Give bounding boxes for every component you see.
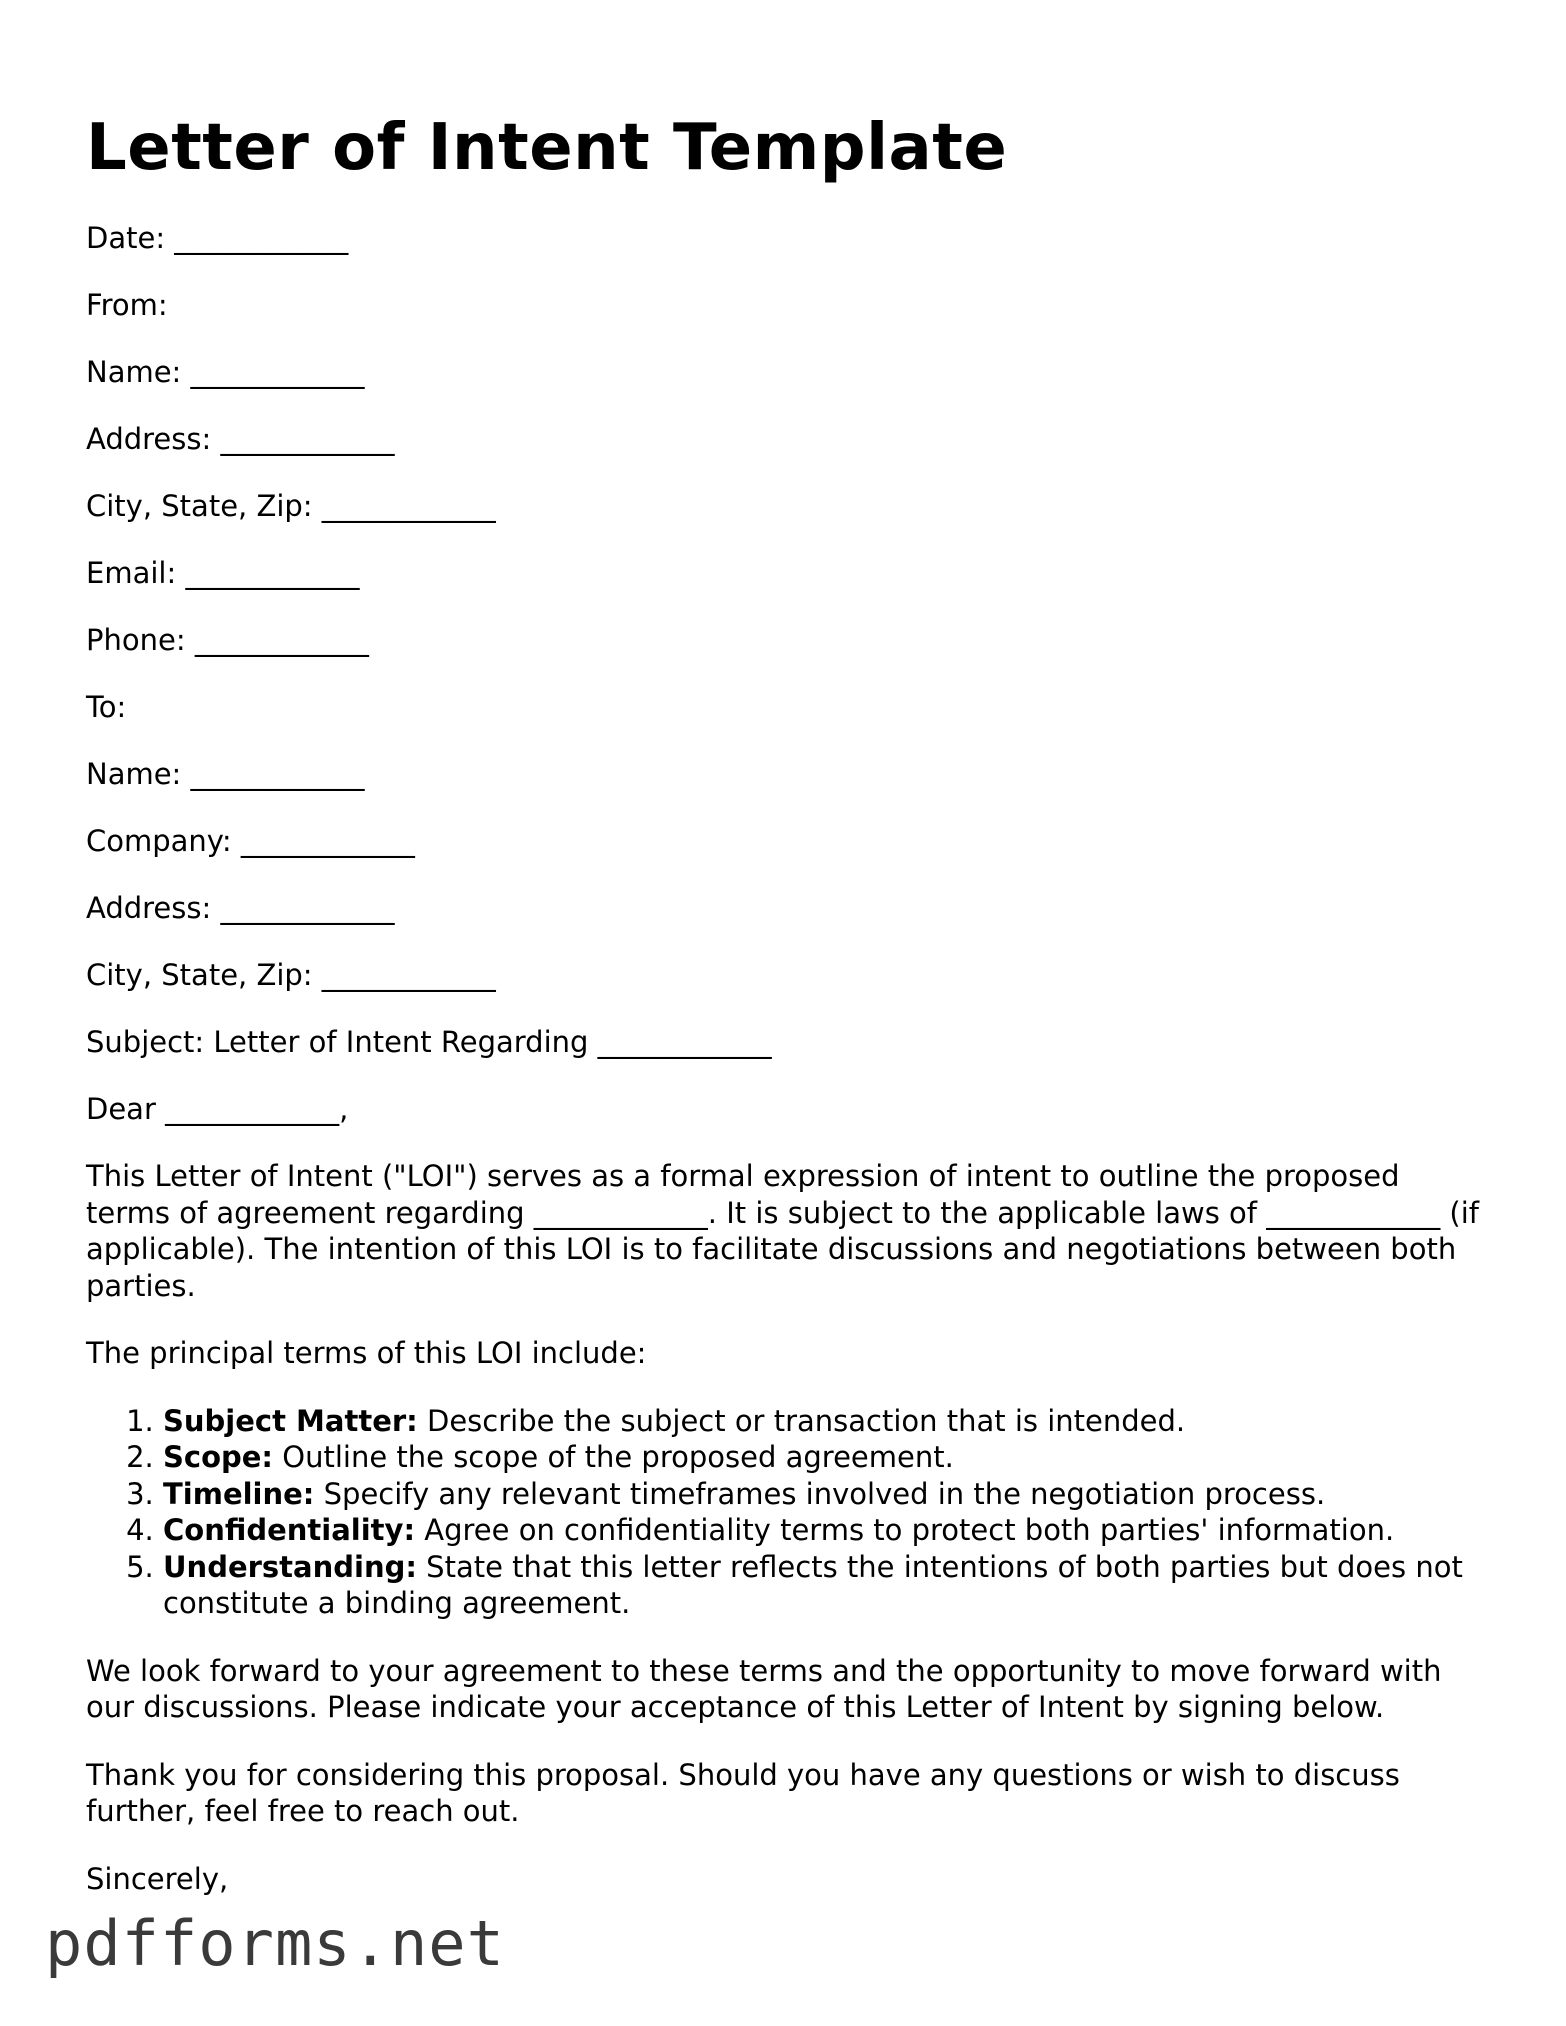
from-city-state-zip-field: City, State, Zip: ____________ [86, 489, 496, 523]
header-fields [86, 220, 1486, 1127]
to-city-state-zip-field: City, State, Zip: ____________ [86, 958, 496, 992]
signoff: Sincerely, [86, 1861, 229, 1896]
term-label: Subject Matter: [163, 1403, 418, 1438]
term-text: Specify any relevant timeframes involved in the negotiation process. [314, 1476, 1326, 1511]
from-address-field: Address: ____________ [86, 422, 395, 456]
closing-paragraph-thanks: Thank you for considering this proposal. Should you have any questions or wish to discuss further, feel free to reach out. [86, 1757, 1400, 1828]
to-name-field: Name: ____________ [86, 757, 365, 791]
from-label: From: [86, 288, 168, 322]
term-text: Agree on confidentiality terms to protect both parties' information. [415, 1513, 1395, 1547]
term-item-timeline [163, 1476, 1486, 1513]
term-label: Scope: [163, 1440, 274, 1474]
term-label: Confidentiality: [163, 1513, 416, 1547]
term-item-understanding [163, 1549, 1486, 1622]
term-text: State that this letter reflects the intentions of both parties but does not constitute a binding agreement. [163, 1549, 1463, 1620]
term-item-subject-matter [163, 1403, 1486, 1440]
letter-page [86, 100, 1486, 1897]
date-field: Date: ____________ [86, 221, 349, 255]
document-title: Letter of Intent Template [86, 111, 1008, 185]
term-label: Timeline: [163, 1476, 315, 1511]
closing-paragraph-acceptance: We look forward to your agreement to these terms and the opportunity to move forward with our discussions. Please indicate your acceptance of this Letter of Intent by signing below. [86, 1653, 1442, 1724]
term-text: Outline the scope of the proposed agreement. [273, 1440, 954, 1474]
subject-line: Subject: Letter of Intent Regarding ____________ [86, 1025, 772, 1059]
to-label: To: [86, 690, 127, 724]
term-item-scope [163, 1439, 1486, 1476]
to-company-field: Company: ____________ [86, 824, 415, 858]
intro-paragraph: This Letter of Intent ("LOI") serves as a formal expression of intent to outline the proposed terms of agreement regarding ____________. It is subject to the applicable laws of ____________ (if applicable). The intention of this LOI is to facilitate discussions and negotiations between both parties. [86, 1159, 1479, 1303]
from-email-field: Email: ____________ [86, 556, 360, 590]
to-address-field: Address: ____________ [86, 891, 395, 925]
terms-list [86, 1403, 1486, 1622]
from-name-field: Name: ____________ [86, 355, 365, 389]
salutation: Dear ____________, [86, 1092, 349, 1126]
site-watermark: pdfforms.net [45, 1907, 505, 1980]
from-phone-field: Phone: ____________ [86, 623, 369, 657]
term-text: Describe the subject or transaction that is intended. [417, 1403, 1186, 1438]
term-item-confidentiality [163, 1512, 1486, 1549]
term-label: Understanding: [163, 1549, 417, 1584]
terms-lead: The principal terms of this LOI include: [86, 1336, 647, 1370]
